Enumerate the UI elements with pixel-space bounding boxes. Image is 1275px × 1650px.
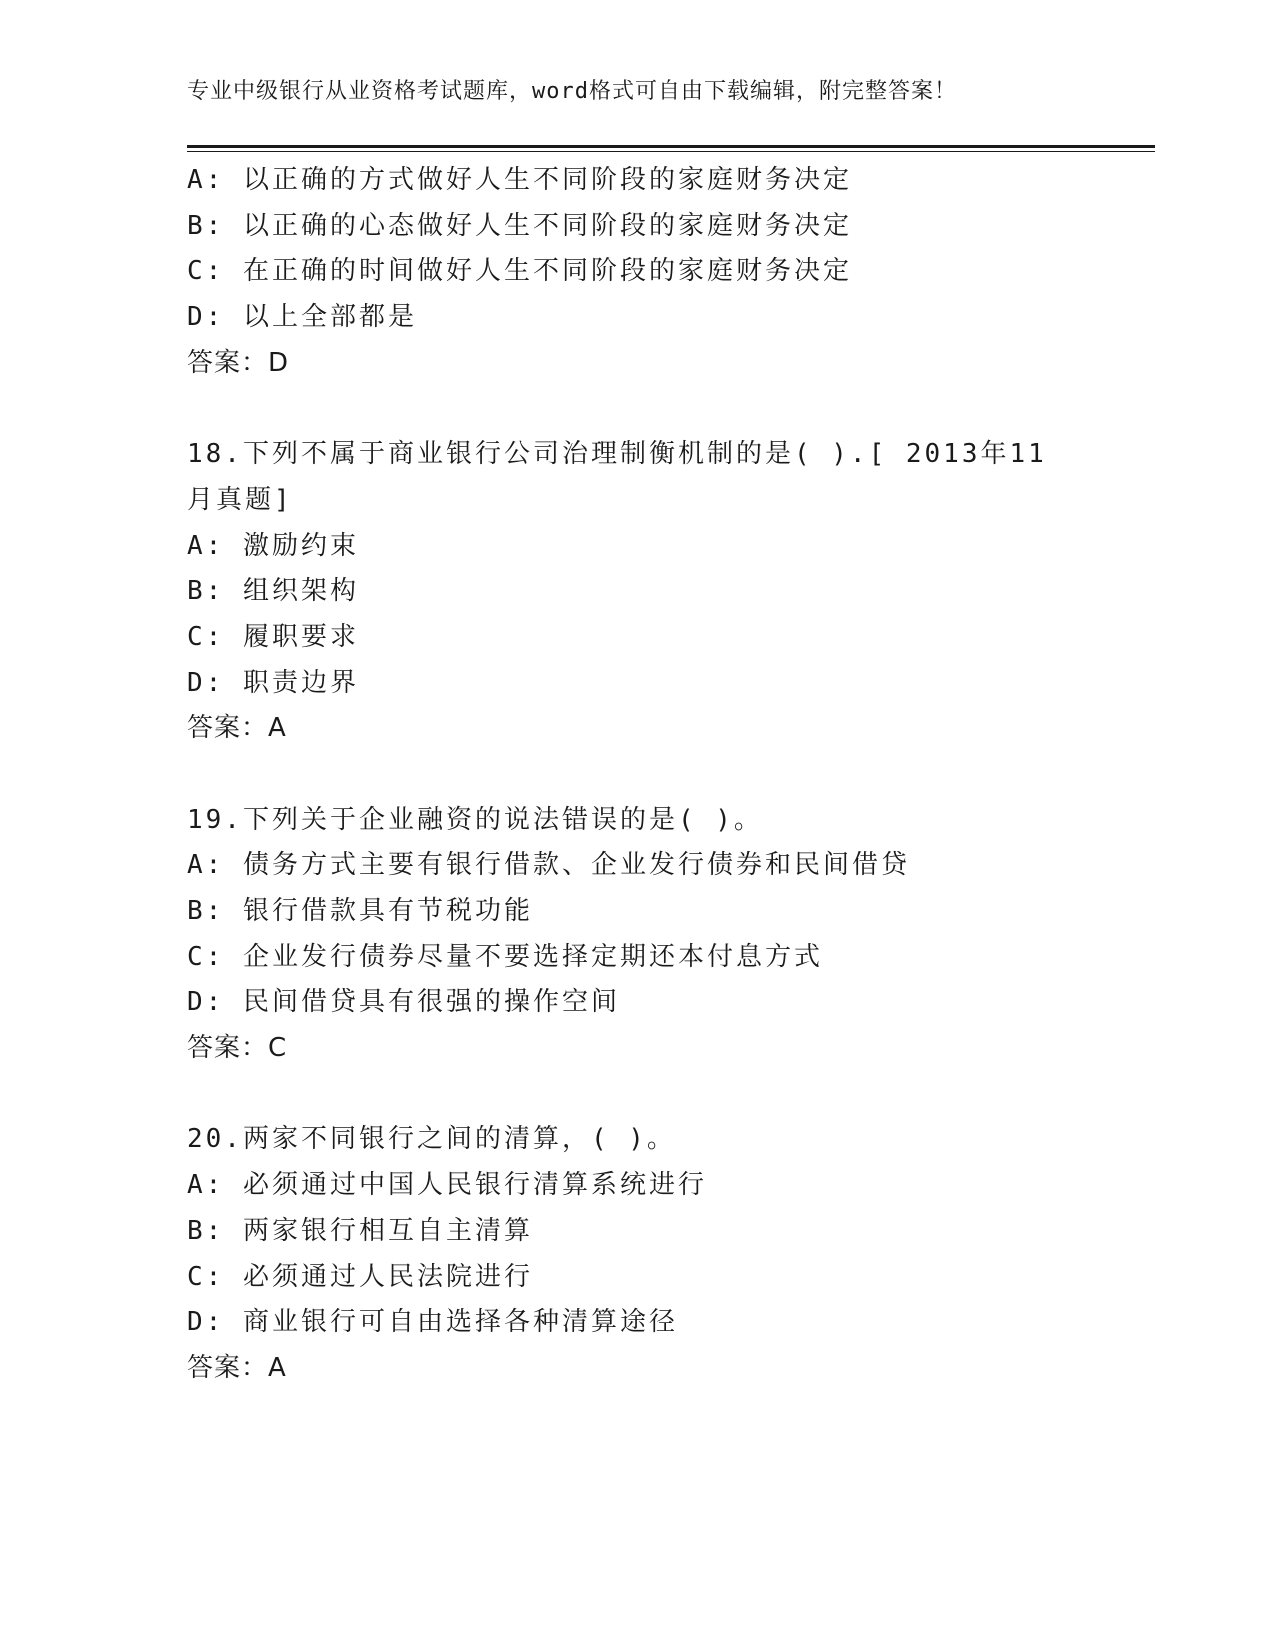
option-b: B: 以正确的心态做好人生不同阶段的家庭财务决定	[187, 210, 852, 241]
option-b: B: 两家银行相互自主清算	[187, 1215, 533, 1246]
answer: 答案：A	[187, 1352, 287, 1383]
spacer	[187, 386, 1107, 432]
header-rule-thin	[187, 151, 1155, 152]
question-18	[187, 432, 1107, 752]
question-list	[187, 158, 1107, 1392]
option-a: A: 债务方式主要有银行借款、企业发行债券和民间借贷	[187, 850, 910, 881]
option-d: D: 职责边界	[187, 667, 359, 698]
option-b: B: 组织架构	[187, 576, 359, 607]
option-b: B: 银行借款具有节税功能	[187, 896, 533, 926]
option-c: C: 企业发行债券尽量不要选择定期还本付息方式	[187, 941, 823, 972]
answer: 答案：C	[187, 1033, 288, 1064]
question-stem-continued: 月真题]	[187, 484, 293, 515]
spacer	[187, 1072, 1107, 1118]
option-d: D: 以上全部都是	[187, 302, 417, 333]
question-20	[187, 1117, 1107, 1391]
question-stem: 18.下列不属于商业银行公司治理制衡机制的是( ).[ 2013年11	[187, 439, 1047, 470]
page-header: 专业中级银行从业资格考试题库，word格式可自由下载编辑，附完整答案！	[187, 79, 957, 104]
option-a: A: 激励约束	[187, 530, 359, 561]
option-d: D: 民间借贷具有很强的操作空间	[187, 987, 620, 1018]
option-a: A: 以正确的方式做好人生不同阶段的家庭财务决定	[187, 165, 852, 195]
answer: 答案：A	[187, 713, 287, 744]
header-rule-thick	[187, 145, 1155, 148]
question-stem: 19.下列关于企业融资的说法错误的是( )。	[187, 804, 763, 835]
question-stem: 20.两家不同银行之间的清算，( )。	[187, 1124, 676, 1155]
option-c: C: 在正确的时间做好人生不同阶段的家庭财务决定	[187, 256, 852, 287]
question-17	[187, 158, 1107, 386]
option-a: A: 必须通过中国人民银行清算系统进行	[187, 1170, 707, 1201]
option-d: D: 商业银行可自由选择各种清算途径	[187, 1307, 678, 1338]
question-19	[187, 798, 1107, 1072]
option-c: C: 必须通过人民法院进行	[187, 1261, 533, 1292]
spacer	[187, 752, 1107, 798]
option-c: C: 履职要求	[187, 621, 359, 652]
answer: 答案：D	[187, 347, 290, 378]
